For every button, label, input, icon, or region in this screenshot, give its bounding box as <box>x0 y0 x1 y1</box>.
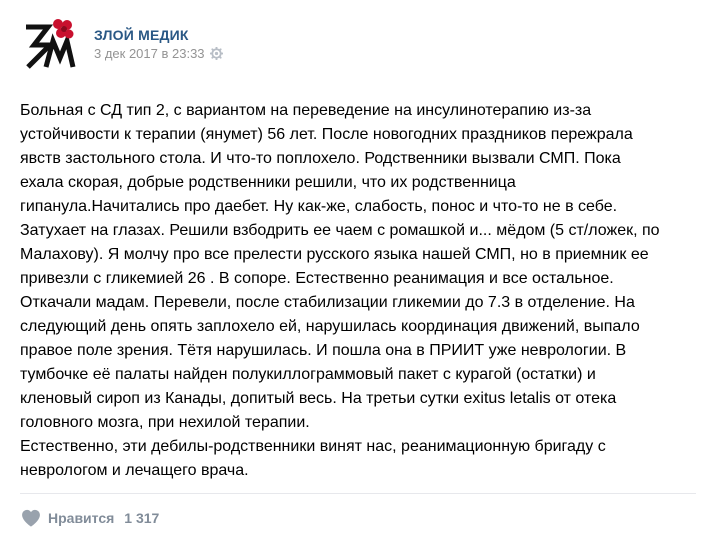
like-button[interactable] <box>20 506 159 530</box>
post-text-line: Естественно, эти дебилы-родственники винят нас, реанимационную бригаду с <box>20 438 606 455</box>
post-text <box>20 99 700 483</box>
post-text-line: явств застольного стола. И что-то поплохело. Родственники вызвали СМП. Пока <box>20 150 621 167</box>
post-text-line: Больная с СД тип 2, с вариантом на переведение на инсулинотерапию из-за <box>20 102 592 119</box>
post-text-line: привезли с гликемией 26 . В сопоре. Естественно реанимация и все остальное. <box>20 270 614 287</box>
post-meta <box>94 46 223 61</box>
footer-divider <box>20 493 696 494</box>
zm-logo-icon <box>26 19 74 67</box>
post-text-line: Малахову). Я молчу про все прелести русского языка нашей СМП, но в приемник ее <box>20 246 649 263</box>
post-text-line: Затухает на глазах. Решили взбодрить ее чаем с ромашкой и... мёдом (5 ст/ложек, по <box>20 222 660 239</box>
post-text-line: устойчивости к терапии (янумет) 56 лет. После новогодних праздников пережрала <box>20 126 633 143</box>
avatar[interactable] <box>20 14 78 72</box>
post-text-line: следующий день опять заплохело ей, нарушилась координация движений, выпало <box>20 318 640 335</box>
post-text-line: Откачали мадам. Перевели, после стабилизации гликемии до 7.3 в отделение. На <box>20 294 635 311</box>
post-text-line: головного мозга, при нехилой терапии. <box>20 414 310 431</box>
post-text-line: ехала скорая, добрые родственники решили, что их родственница <box>20 174 516 191</box>
heart-icon <box>20 508 42 528</box>
post-text-line: неврологом и лечащего врача. <box>20 462 249 479</box>
post-text-line: правое поле зрения. Тётя нарушилась. И пошла она в ПРИИТ уже неврологии. В <box>20 342 627 359</box>
post-date[interactable]: 3 дек 2017 в 23:33 <box>94 46 205 61</box>
like-label: Нравится <box>48 510 115 526</box>
like-count: 1 317 <box>124 510 160 526</box>
gear-icon[interactable] <box>210 47 223 60</box>
author-name[interactable]: ЗЛОЙ МЕДИК <box>94 27 189 43</box>
post-text-line: кленовый сироп из Канады, допитый весь. На третьи сутки exitus letalis от отека <box>20 390 617 407</box>
post-text-line: гипанула.Начитались про даебет. Ну как-же, слабость, понос и что-то не в себе. <box>20 198 618 215</box>
post-text-line: тумбочке её палаты найден полукиллограммовый пакет с курагой (остатки) и <box>20 366 596 383</box>
